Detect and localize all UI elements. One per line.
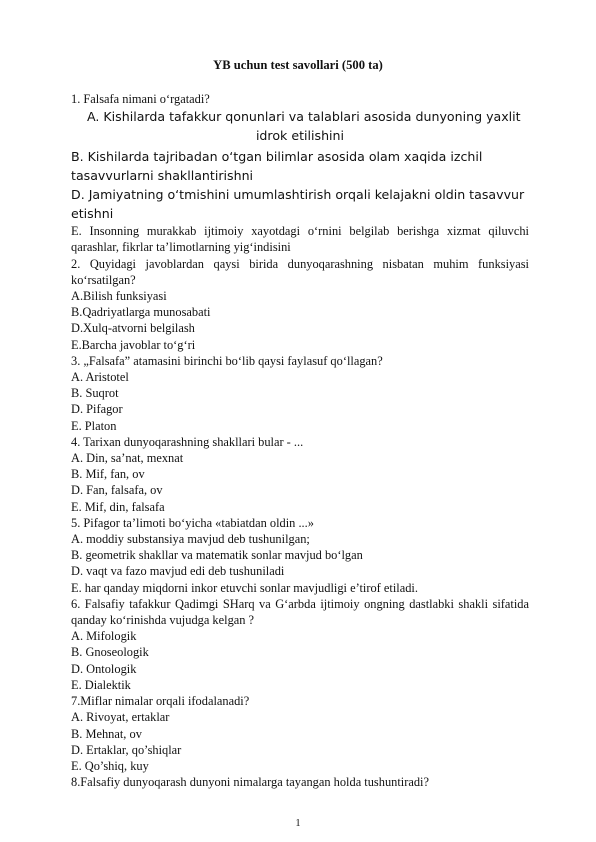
page-title: YB uchun test savollari (500 ta) bbox=[213, 58, 383, 72]
question-7-option-b: B. Mehnat, ov bbox=[71, 726, 142, 741]
question-1: 1. Falsafa nimani o‘rgatadi? bbox=[71, 92, 210, 106]
question-7-option-e: E. Qo’shiq, kuy bbox=[71, 758, 149, 773]
question-5-option-d: D. vaqt va fazo mavjud edi deb tushuniladi bbox=[71, 564, 285, 579]
page-number: 1 bbox=[295, 818, 301, 829]
question-2-option-a: A.Bilish funksiyasi bbox=[71, 289, 167, 304]
question-6-option-d: D. Ontologik bbox=[71, 661, 137, 676]
question-3-option-e: E. Platon bbox=[71, 418, 117, 433]
option-a-line-2: idrok etilishini bbox=[255, 128, 345, 144]
question-3-option-a: A. Aristotel bbox=[71, 370, 129, 385]
question-list bbox=[71, 91, 529, 790]
question-6-option-e: E. Dialektik bbox=[71, 677, 131, 692]
question-2: 2. Quyidagi javoblardan qaysi birida dunyoqarashning nisbatan muhim funksiyasi ko‘rsatilgan? bbox=[71, 256, 529, 287]
question-1-option-a bbox=[71, 107, 529, 145]
question-3-option-b: B. Suqrot bbox=[71, 386, 119, 401]
question-6-option-b: B. Gnoseologik bbox=[71, 645, 149, 660]
question-5-option-e: E. har qanday miqdorni inkor etuvchi sonlar mavjudligi e’tirof etiladi. bbox=[71, 580, 418, 595]
question-1-option-b: B. Kishilarda tajribadan o‘tgan bilimlar asosida olam xaqida izchil tasavvurlarni shakllantirishni bbox=[71, 149, 483, 184]
question-4-option-d: D. Fan, falsafa, ov bbox=[71, 483, 163, 498]
question-4-option-e: E. Mif, din, falsafa bbox=[71, 499, 165, 514]
question-6-option-a: A. Mifologik bbox=[71, 629, 137, 644]
question-7: 7.Miflar nimalar orqali ifodalanadi? bbox=[71, 694, 250, 709]
question-6: 6. Falsafiy tafakkur Qadimgi SHarq va G‘arbda ijtimoiy ongning dastlabki shakli sifatida qanday ko‘rinishda vujudga kelgan ? bbox=[71, 596, 529, 628]
question-1-option-e: E. Insonning murakkab ijtimoiy xayotdagi o‘rnini belgilab berishga xizmat qiluvchi qarashlar, fikrlar ta’limotlarning yig‘indisini bbox=[71, 224, 529, 255]
option-a-line-1: A. Kishilarda tafakkur qonunlari va talablari asosida dunyoning yaxlit bbox=[87, 109, 521, 125]
question-7-option-a: A. Rivoyat, ertaklar bbox=[71, 710, 170, 725]
question-3: 3. „Falsafa” atamasini birinchi bo‘lib qaysi faylasuf qo‘llagan? bbox=[71, 353, 383, 368]
question-5-option-a: A. moddiy substansiya mavjud deb tushunilgan; bbox=[71, 532, 310, 547]
question-4-option-b: B. Mif, fan, ov bbox=[71, 467, 145, 482]
question-8: 8.Falsafiy dunyoqarash dunyoni nimalarga tayangan holda tushuntiradi? bbox=[71, 775, 429, 790]
question-4-option-a: A. Din, sa’nat, mexnat bbox=[71, 451, 184, 466]
question-5: 5. Pifagor ta’limoti bo‘yicha «tabiatdan oldin ...» bbox=[71, 515, 314, 530]
question-7-option-d: D. Ertaklar, qo’shiqlar bbox=[71, 742, 182, 757]
question-4: 4. Tarixan dunyoqarashning shakllari bular - ... bbox=[71, 434, 304, 449]
question-2-option-e: E.Barcha javoblar to‘g‘ri bbox=[71, 337, 196, 352]
question-3-option-d: D. Pifagor bbox=[71, 402, 123, 417]
question-5-option-b: B. geometrik shakllar va matematik sonlar mavjud bo‘lgan bbox=[71, 548, 363, 563]
question-2-option-d: D.Xulq-atvorni belgilash bbox=[71, 321, 195, 336]
question-1-option-d: D. Jamiyatning o‘tmishini umumlashtirish orqali kelajakni oldin tasavvur etishni bbox=[71, 187, 525, 222]
question-2-option-b: B.Qadriyatlarga munosabati bbox=[71, 305, 211, 320]
